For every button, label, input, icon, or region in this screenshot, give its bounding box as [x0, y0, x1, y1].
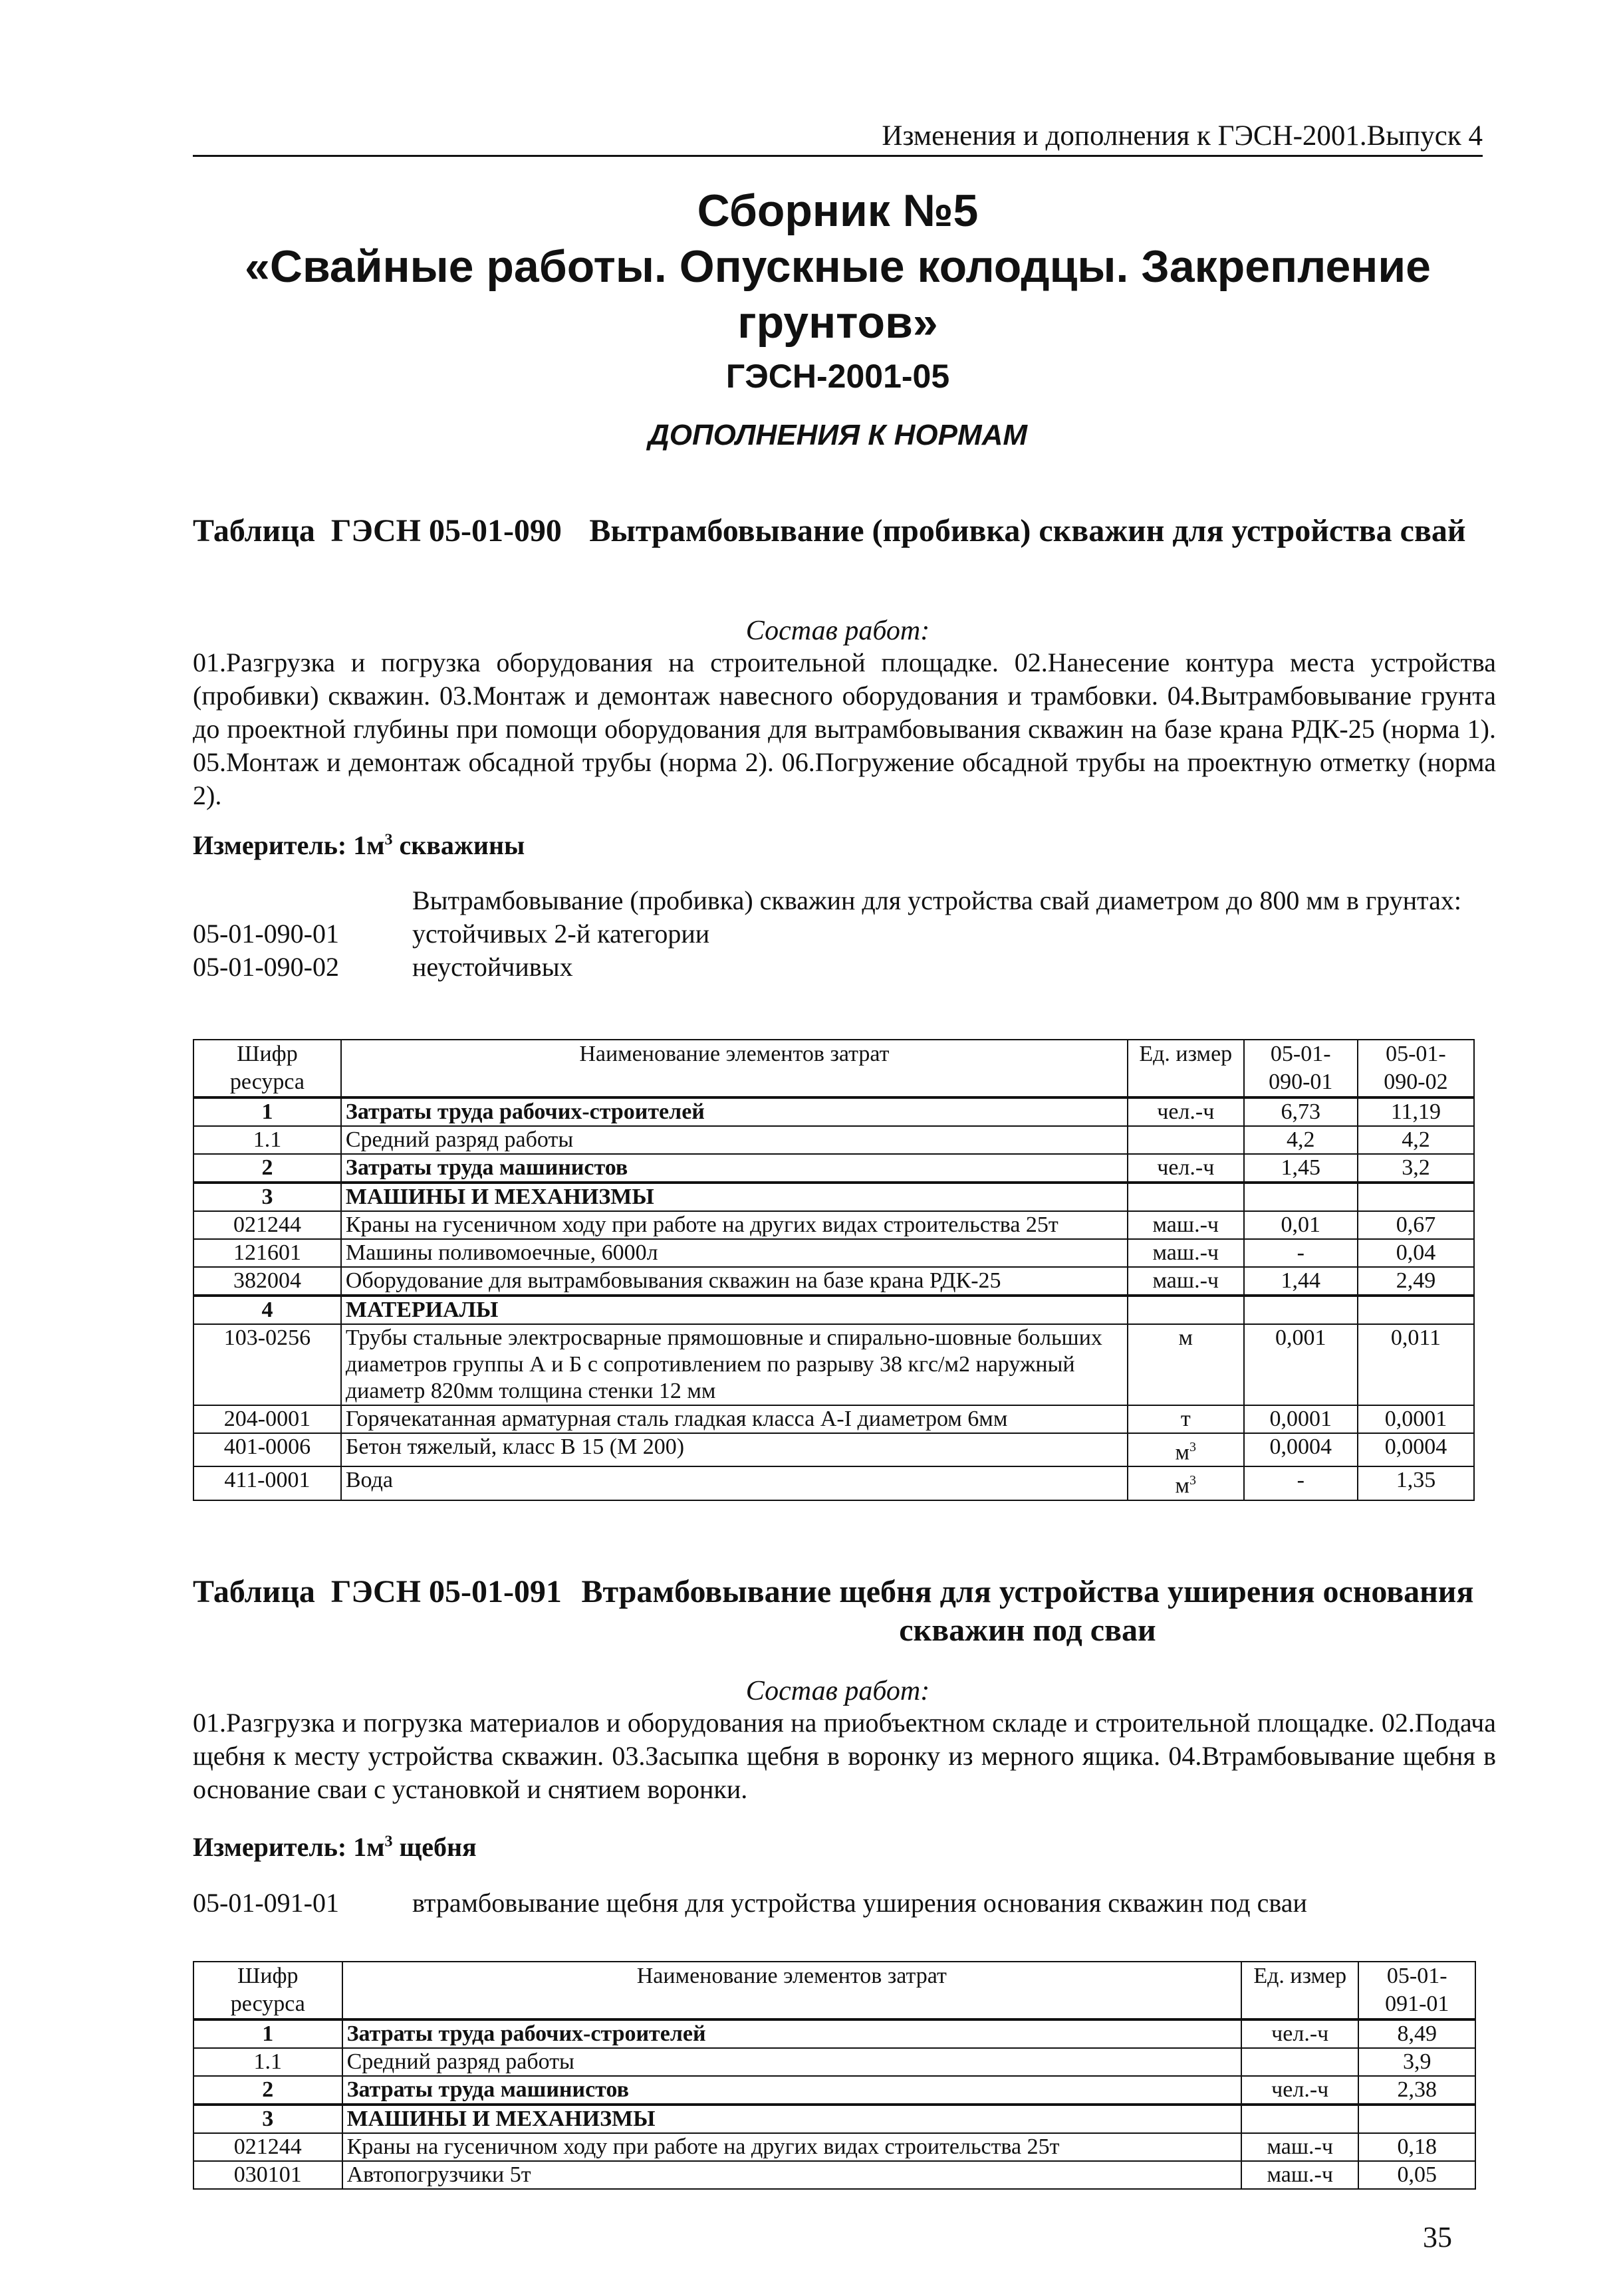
resource-unit [1128, 1296, 1244, 1324]
resource-unit: маш.-ч [1128, 1211, 1244, 1239]
resource-code: 030101 [193, 2161, 342, 2189]
resource-value: 0,05 [1358, 2161, 1475, 2189]
resource-value: 4,2 [1244, 1126, 1358, 1154]
collection-title-line-1: Сборник №5 [697, 185, 979, 236]
norm-code: 05-01-090-01 [193, 919, 339, 949]
table2-title: Втрамбовывание щебня для устройства уширения основания скважин под сваи [581, 1574, 1474, 1648]
norm-description: устойчивых 2-й категории [412, 919, 710, 949]
resource-unit: маш.-ч [1128, 1239, 1244, 1267]
resource-code: 4 [193, 1296, 341, 1324]
resource-code: 1 [193, 2019, 342, 2048]
norm-description: втрамбовывание щебня для устройства уширения основания скважин под сваи [412, 1888, 1307, 1918]
table-row [193, 2019, 1475, 2048]
table1-heading [193, 512, 1483, 550]
resource-value: 4,2 [1358, 1126, 1474, 1154]
resource-code: 1.1 [193, 1126, 341, 1154]
resource-value: 1,35 [1358, 1466, 1474, 1500]
table-row [193, 2076, 1475, 2105]
resource-value: 0,001 [1244, 1324, 1358, 1405]
resource-value: 0,04 [1358, 1239, 1474, 1267]
resource-unit [1128, 1183, 1244, 1211]
table2-work-description: 01.Разгрузка и погрузка материалов и оборудования на приобъектном складе и строительной площадке. 02.Подача щебня к месту устройства скважин. 03.Засыпка щебня в воронку из мерного ящика. 04.Втрамбовывание щебня в основание сваи с установкой и снятием воронки. [193, 1708, 1496, 1804]
resource-unit: чел.-ч [1128, 1097, 1244, 1126]
resource-unit: маш.-ч [1241, 2161, 1358, 2189]
table1-norm-intro: Вытрамбовывание (пробивка) скважин для устройства свай диаметром до 800 мм в грунтах: [412, 885, 1461, 915]
resource-unit: м [1128, 1324, 1244, 1405]
header-code: Шифр ресурса [193, 1962, 342, 2019]
resource-value [1358, 1296, 1474, 1324]
resource-value: 11,19 [1358, 1097, 1474, 1126]
table1-work-label: Состав работ: [745, 616, 930, 646]
table-row [193, 1183, 1474, 1211]
norm-code: 05-01-090-02 [193, 952, 339, 982]
resource-value: 1,44 [1244, 1267, 1358, 1296]
table2-norm-list [193, 1887, 1496, 1920]
resource-unit: маш.-ч [1128, 1267, 1244, 1296]
table-row [193, 2161, 1475, 2189]
resource-value: 0,18 [1358, 2133, 1475, 2161]
header-code: Шифр ресурса [193, 1040, 341, 1097]
table-row [193, 1405, 1474, 1433]
resource-code: 401-0006 [193, 1433, 341, 1466]
resource-name: МАШИНЫ И МЕХАНИЗМЫ [341, 1183, 1128, 1211]
table-row [193, 1239, 1474, 1267]
resource-value: 3,9 [1358, 2048, 1475, 2076]
collection-title-block [193, 183, 1483, 397]
resource-name: Средний разряд работы [341, 1126, 1128, 1154]
resource-value: 0,0001 [1358, 1405, 1474, 1433]
resource-unit [1128, 1126, 1244, 1154]
header-norm-1: 05-01- 091-01 [1358, 1962, 1475, 2019]
collection-code: ГЭСН-2001-05 [725, 358, 950, 395]
resource-value: 2,49 [1358, 1267, 1474, 1296]
resource-value: 0,01 [1244, 1211, 1358, 1239]
resource-unit [1241, 2048, 1358, 2076]
table-row [193, 1211, 1474, 1239]
table2-measure: Измеритель: $1м^3$ щебня [193, 1832, 477, 1862]
resource-name: Машины поливомоечные, 6000л [341, 1239, 1128, 1267]
running-header: Изменения и дополнения к ГЭСН-2001.Выпуск 4 [193, 120, 1483, 157]
table-row [193, 2133, 1475, 2161]
resource-code: 1 [193, 1097, 341, 1126]
table-header-row [193, 1962, 1475, 2019]
table1-measure: Измеритель: $1м^3$ скважины [193, 830, 525, 860]
header-name: Наименование элементов затрат [341, 1040, 1128, 1097]
page-number: 35 [1423, 2221, 1452, 2253]
resource-value: 0,011 [1358, 1324, 1474, 1405]
resource-value: 0,0001 [1244, 1405, 1358, 1433]
resource-value [1244, 1183, 1358, 1211]
norm-description: неустойчивых [412, 952, 573, 982]
resource-code: 3 [193, 1183, 341, 1211]
resource-unit: чел.-ч [1241, 2076, 1358, 2105]
resource-code: 121601 [193, 1239, 341, 1267]
resource-code: 021244 [193, 1211, 341, 1239]
resource-name: Средний разряд работы [342, 2048, 1241, 2076]
table-row [193, 1466, 1474, 1500]
resource-value: 3,2 [1358, 1154, 1474, 1183]
header-norm-2: 05-01- 090-02 [1358, 1040, 1474, 1097]
header-unit: Ед. измер [1128, 1040, 1244, 1097]
table2-label: Таблица ГЭСН 05-01-091 [193, 1574, 562, 1609]
resource-code: 411-0001 [193, 1466, 341, 1500]
resource-name: МАШИНЫ И МЕХАНИЗМЫ [342, 2105, 1241, 2133]
table-row [193, 1296, 1474, 1324]
resource-value: - [1244, 1466, 1358, 1500]
table-row [193, 2105, 1475, 2133]
resource-name: Затраты труда машинистов [341, 1154, 1128, 1183]
table-row [193, 1324, 1474, 1405]
resource-value: - [1244, 1239, 1358, 1267]
resource-name: Горячекатанная арматурная сталь гладкая класса А-I диаметром 6мм [341, 1405, 1128, 1433]
table-row [193, 1267, 1474, 1296]
resource-code: 382004 [193, 1267, 341, 1296]
resource-code: 2 [193, 2076, 342, 2105]
resource-name: Автопогрузчики 5т [342, 2161, 1241, 2189]
resource-code: 3 [193, 2105, 342, 2133]
resource-name: Оборудование для вытрамбовывания скважин на базе крана РДК-25 [341, 1267, 1128, 1296]
table-row [193, 1126, 1474, 1154]
resource-unit: маш.-ч [1241, 2133, 1358, 2161]
resource-value: 0,0004 [1244, 1433, 1358, 1466]
table-row [193, 1154, 1474, 1183]
table1-norm-list [193, 884, 1496, 984]
table1-work-description: 01.Разгрузка и погрузка оборудования на строительной площадке. 02.Нанесение контура места устройства (пробивки) скважин. 03.Монтаж и демонтаж навесного оборудования и трамбовки. 04.Вытрамбовывание грунта до проектной глубины при помощи оборудования для вытрамбовывания скважин на базе крана РДК-25 (норма 1). 05.Монтаж и демонтаж обсадной трубы (норма 2). 06.Погружение обсадной трубы на проектную отметку (норма 2). [193, 647, 1496, 810]
resource-value: 2,38 [1358, 2076, 1475, 2105]
table1-resources [193, 1039, 1475, 1501]
resource-name: Трубы стальные электросварные прямошовные и спирально-шовные больших диаметров группы А и Б с сопротивлением по разрыву 38 кгс/м2 наружный диаметр 820мм толщина стенки 12 мм [341, 1324, 1128, 1405]
table-row [193, 1433, 1474, 1466]
header-name: Наименование элементов затрат [342, 1962, 1241, 2019]
supplement-title: ДОПОЛНЕНИЯ К НОРМАМ [648, 419, 1028, 451]
resource-name: Затраты труда рабочих-строителей [342, 2019, 1241, 2048]
resource-value [1358, 1183, 1474, 1211]
collection-title-line-3: грунтов» [737, 297, 938, 348]
header-unit: Ед. измер [1241, 1962, 1358, 2019]
resource-name: Затраты труда рабочих-строителей [341, 1097, 1128, 1126]
table-row [193, 2048, 1475, 2076]
resource-unit: т [1128, 1405, 1244, 1433]
table2-resources [193, 1961, 1476, 2190]
resource-code: 1.1 [193, 2048, 342, 2076]
resource-unit: чел.-ч [1128, 1154, 1244, 1183]
resource-code: 103-0256 [193, 1324, 341, 1405]
resource-name: МАТЕРИАЛЫ [341, 1296, 1128, 1324]
resource-name: Вода [341, 1466, 1128, 1500]
resource-value: 8,49 [1358, 2019, 1475, 2048]
resource-name: Краны на гусеничном ходу при работе на других видах строительства 25т [342, 2133, 1241, 2161]
resource-unit: $м^3$ [1128, 1433, 1244, 1466]
resource-unit: $м^3$ [1128, 1466, 1244, 1500]
collection-title-line-2: «Свайные работы. Опускные колодцы. Закрепление [245, 241, 1431, 292]
resource-value [1358, 2105, 1475, 2133]
resource-code: 204-0001 [193, 1405, 341, 1433]
resource-value: 0,0004 [1358, 1433, 1474, 1466]
resource-code: 021244 [193, 2133, 342, 2161]
resource-code: 2 [193, 1154, 341, 1183]
table1-label: Таблица ГЭСН 05-01-090 [193, 513, 562, 548]
header-norm-1: 05-01- 090-01 [1244, 1040, 1358, 1097]
resource-unit: чел.-ч [1241, 2019, 1358, 2048]
resource-value: 0,67 [1358, 1211, 1474, 1239]
resource-name: Затраты труда машинистов [342, 2076, 1241, 2105]
table-header-row [193, 1040, 1474, 1097]
table1-title: Вытрамбовывание (пробивка) скважин для устройства свай [589, 513, 1466, 548]
table2-heading [193, 1573, 1483, 1650]
resource-value: 6,73 [1244, 1097, 1358, 1126]
norm-code: 05-01-091-01 [193, 1888, 339, 1918]
resource-value: 1,45 [1244, 1154, 1358, 1183]
table-row [193, 1097, 1474, 1126]
resource-unit [1241, 2105, 1358, 2133]
resource-name: Бетон тяжелый, класс В 15 (М 200) [341, 1433, 1128, 1466]
resource-name: Краны на гусеничном ходу при работе на других видах строительства 25т [341, 1211, 1128, 1239]
table2-work-label: Состав работ: [745, 1676, 930, 1706]
resource-value [1244, 1296, 1358, 1324]
